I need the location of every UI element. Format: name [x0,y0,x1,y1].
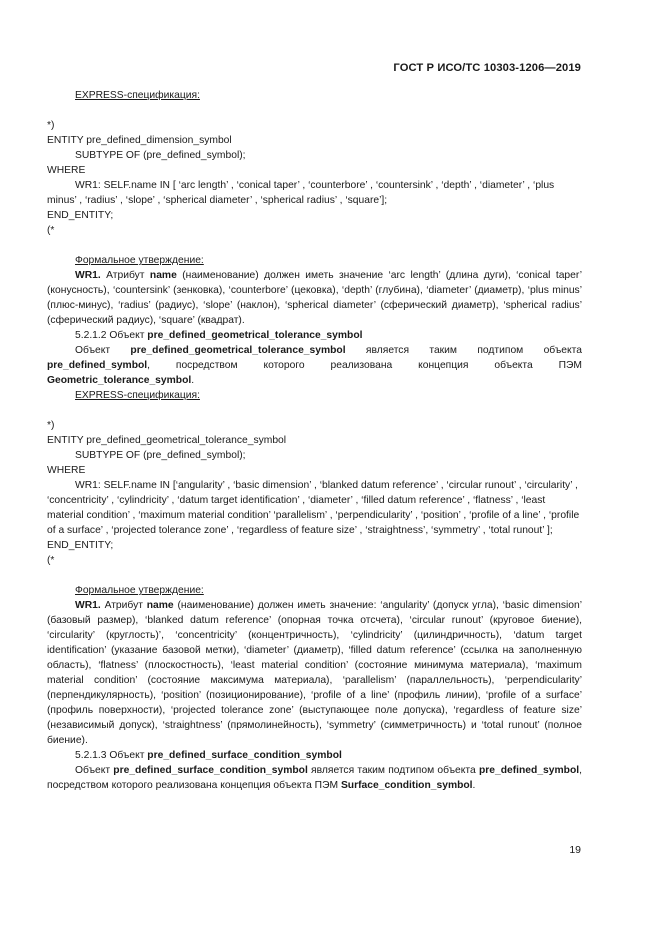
express-spec-label: EXPRESS-спецификация: [75,90,200,101]
desc-concept: Geometric_tolerance_symbol [47,375,192,386]
formal-statement-text [47,598,582,748]
wr1-label: WR1. [75,270,101,281]
wr1-label: WR1. [75,600,101,611]
desc-object: pre_defined_geometrical_tolerance_symbol [130,345,346,356]
attribute-name: name [149,270,177,281]
desc-text: , посредством которого реализована концепция объекта ПЭМ [147,360,582,371]
desc-text: , посредством которого реализована концепция объекта ПЭМ [47,765,582,791]
section-entity-name: pre_defined_surface_condition_symbol [147,750,342,761]
page-number: 19 [569,844,581,856]
desc-word: Объект [75,765,111,776]
spacer [47,103,582,118]
section-number: 5.2.1.2 Объект [75,330,145,341]
document-body [47,88,582,793]
formal-statement-label: Формальное утверждение: [75,585,204,596]
section-description [47,763,582,793]
section-description [47,343,582,388]
section-heading [47,748,582,763]
comment-close: (* [47,555,55,566]
desc-text: является таким подтипом объекта [365,345,582,356]
formal-text: (наименование) должен иметь значение ‘arc length’ (длина дуги), ‘conical taper’ (конусность), ‘countersink’ (зенковка), ‘counterbore’ (цековка), ‘depth’ (глубина), ‘diameter’ (диаметр), ‘plus minus’ (плюс-минус), ‘radius’ (радиус), ‘slope’ (наклон), ‘spherical diameter’ (сферический диаметр), ‘spherical radius’ (сферический радиус), ‘square’ (квадрат). [47,270,582,326]
comment-open: *) [47,420,55,431]
section-number: 5.2.1.3 Объект [75,750,145,761]
desc-end: . [472,780,476,791]
desc-concept: Surface_condition_symbol [340,780,473,791]
where-rule: WR1: SELF.name IN [‘angularity’ , ‘basic dimension’ , ‘blanked datum reference’ , ‘circular runout’ , ‘circularity’ , ‘concentricity’ , ‘cylindricity’ , ‘datum target identification’ , ‘diameter’ , ‘filled datum reference’ , ‘flatness’ , ‘least material condition’ , ‘maximum material condition’ ‘parallelism’ , ‘perpendicularity’ , ‘position’ , ‘profile of a line’ , ‘profile of a surface’ , ‘projected tolerance zone’ , ‘regardless of feature size’ , ‘straightness’, ‘symmetry’ , ‘total runout’ ]; [47,480,580,536]
desc-parent: pre_defined_symbol [47,360,148,371]
desc-object: pre_defined_surface_condition_symbol [113,765,308,776]
where-keyword: WHERE [47,465,86,476]
attribute-word: Атрибут [104,600,143,611]
desc-end: . [191,375,195,386]
formal-text: (наименование) должен иметь значение: ‘angularity’ (допуск угла), ‘basic dimension’ (базовый размер), ‘blanked datum reference’ (опорная точка отсчета), ‘circular runout’ (круговое биение), ‘circularity’ (круглость)’, ‘concentricity’ (концентричность), ‘cylindricity’ (цилиндричность), ‘datum target identification’ (указание базовой метки), ‘diameter’ (диаметр), ‘filled datum reference’ (ссылка на заполненную область), ‘flatness’ (плоскостность), ‘least material condition’ (состояние минимума материала), ‘maximum material condition’ (состояние максимума материала), ‘parallelism’ (параллельность), ‘perpendicularity’ (перпендикулярность), ‘position’ (позиционирование), ‘profile of a line’ (профиль линии), ‘profile of a surface’ (профиль поверхности), ‘projected tolerance zone’ (выступающее поле допуска), ‘regardless of feature size’ (независимый допуск), ‘straightness’ (прямолинейность), ‘symmetry’ (симметричность) и ‘total runout’ (полное биение). [47,600,582,746]
formal-statement-text [47,268,582,328]
desc-parent: pre_defined_symbol [478,765,580,776]
desc-text: является таким подтипом объекта [311,765,476,776]
end-entity: END_ENTITY; [47,210,114,221]
entity-declaration: ENTITY pre_defined_geometrical_tolerance_symbol [47,435,287,446]
spacer [47,238,582,253]
section-entity-name: pre_defined_geometrical_tolerance_symbol [147,330,363,341]
spacer [47,403,582,418]
comment-close: (* [47,225,55,236]
end-entity: END_ENTITY; [47,540,114,551]
document-code: ГОСТ Р ИСО/ТС 10303-1206—2019 [393,62,581,74]
where-keyword: WHERE [47,165,86,176]
subtype-declaration: SUBTYPE OF (pre_defined_symbol); [75,450,246,461]
spacer [47,568,582,583]
express-spec-label: EXPRESS-спецификация: [75,390,200,401]
section-heading [47,328,582,343]
formal-statement-label: Формальное утверждение: [75,255,204,266]
entity-declaration: ENTITY pre_defined_dimension_symbol [47,135,232,146]
attribute-word: Атрибут [106,270,145,281]
where-rule: WR1: SELF.name IN [ ‘arc length’ , ‘conical taper’ , ‘counterbore’ , ‘countersink’ , ‘depth’ , ‘diameter’ , ‘plus minus’ , ‘radius’ , ‘slope’ , ‘spherical diameter’ , ‘spherical radius’ , ‘square’]; [47,180,555,206]
comment-open: *) [47,120,55,131]
desc-word: Объект [75,345,111,356]
subtype-declaration: SUBTYPE OF (pre_defined_symbol); [75,150,246,161]
attribute-name: name [146,600,174,611]
